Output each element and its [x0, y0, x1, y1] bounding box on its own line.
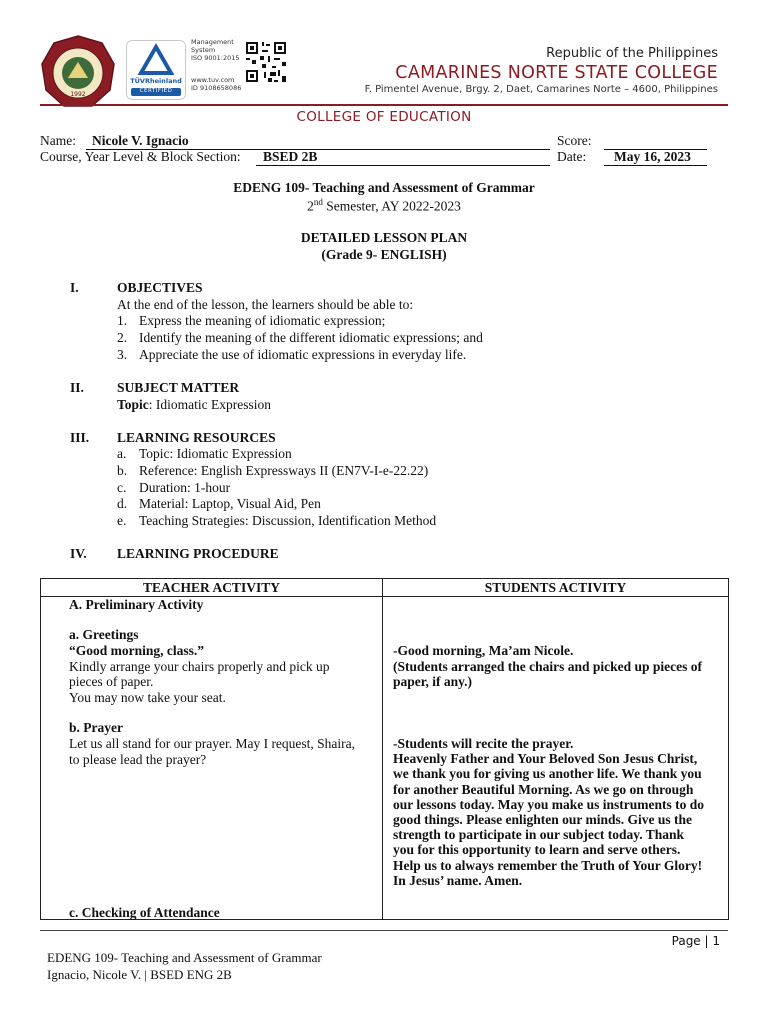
prayer-text-line: we thank you for giving us another life. We thank you [393, 766, 702, 782]
prayer-text-line: good things. Please enlighten our minds. Give us the [393, 812, 693, 828]
table-header-row [41, 579, 729, 597]
plan-subtitle: (Grade 9- ENGLISH) [321, 247, 447, 262]
college-name: CAMARINES NORTE STATE COLLEGE [395, 63, 718, 83]
resources-title: LEARNING RESOURCES [117, 430, 276, 445]
attendance-heading: c. Checking of Attendance [69, 905, 220, 920]
prayer-line: to please lead the prayer? [69, 752, 207, 767]
footer-author: Ignacio, Nicole V. | BSED ENG 2B [47, 967, 232, 982]
prayer-heading: b. Prayer [69, 720, 123, 735]
procedure-title: LEARNING PROCEDURE [117, 546, 279, 561]
prayer-text-line: for another Beautiful Morning. As we go on through [393, 781, 694, 797]
table-row [41, 597, 729, 920]
greetings-line: You may now take your seat. [69, 690, 226, 705]
objectives-list [117, 313, 483, 363]
activity-table [40, 578, 729, 920]
list-item: e. Teaching Strategies: Discussion, Identification Method [117, 513, 437, 529]
procedure-number: IV. [70, 546, 87, 561]
list-item: a. Topic: Idiomatic Expression [117, 446, 292, 461]
cert-line [191, 62, 241, 76]
prayer-text-line: Heavenly Father and Your Beloved Son Jesus Christ, [393, 751, 698, 767]
name-label: Name: [40, 133, 76, 148]
cert-line: ISO 9001:2015 [191, 54, 240, 62]
cert-line: ID 9108658086 [191, 84, 242, 92]
date-underline [604, 165, 707, 166]
greetings-line: pieces of paper. [69, 674, 154, 689]
cert-line: Management [191, 38, 234, 46]
header-divider [40, 104, 728, 106]
prayer-text-line: -Students will recite the prayer. [393, 736, 574, 751]
course-title: EDENG 109- Teaching and Assessment of Grammar [233, 180, 535, 195]
semester-line: 2nd Semester, AY 2022-2023 [307, 197, 461, 214]
subject-title: SUBJECT MATTER [117, 380, 240, 395]
cert-line: www.tuv.com [191, 76, 235, 84]
students-greet-line: (Students arranged the chairs and picked up pieces of [393, 659, 703, 674]
course-value: BSED 2B [263, 149, 318, 164]
list-item: c. Duration: 1-hour [117, 479, 231, 495]
greetings-line: Kindly arrange your chairs properly and pick up [69, 659, 330, 674]
seal-year: 1992 [70, 91, 86, 98]
teacher-activity-cell [41, 597, 383, 920]
college-seal-logo [40, 34, 116, 110]
prayer-text-line: In Jesus’ name. Amen. [393, 872, 523, 888]
objectives-intro: At the end of the lesson, the learners should be able to: [117, 297, 414, 312]
page-number: Page | 1 [671, 934, 720, 948]
date-value: May 16, 2023 [614, 149, 691, 164]
course-label: Course, Year Level & Block Section: [40, 149, 241, 164]
list-item: d. Material: Laptop, Visual Aid, Pen [117, 496, 321, 512]
students-greet-line: -Good morning, Ma’am Nicole. [393, 643, 574, 658]
students-activity-header: STUDENTS ACTIVITY [383, 579, 729, 597]
prayer-line: Let us all stand for our prayer. May I request, Shaira, [69, 736, 356, 751]
subject-number: II. [70, 380, 84, 395]
students-activity-cell [383, 597, 729, 920]
prayer-text-line: strength to participate in our subject today. Thank [393, 827, 685, 843]
teacher-activity-header: TEACHER ACTIVITY [41, 579, 383, 597]
course-underline [256, 165, 550, 166]
tuv-label: TÜVRheinland [130, 77, 182, 85]
certification-text [191, 38, 241, 92]
resources-number: III. [70, 430, 90, 445]
prayer-text-line: Help us to always remember the Truth of Your Glory! [393, 857, 703, 873]
subject-topic: Topic: Idiomatic Expression [117, 397, 272, 412]
greetings-quote: “Good morning, class.” [69, 643, 205, 658]
prayer-text-line: you for this opportunity to learn and serve others. [393, 842, 681, 858]
list-item: 2. Identify the meaning of the different idiomatic expressions; and [117, 329, 483, 345]
greetings-heading: a. Greetings [69, 627, 139, 642]
objectives-title: OBJECTIVES [117, 280, 203, 295]
tuv-certification-logo [126, 40, 186, 100]
plan-title: DETAILED LESSON PLAN [300, 230, 468, 245]
college-address: F. Pimentel Avenue, Brgy. 2, Daet, Camarines Norte – 4600, Philippines [364, 84, 718, 95]
tuv-certified: CERTIFIED [139, 88, 173, 94]
objectives-number: I. [70, 280, 79, 295]
department-name: COLLEGE OF EDUCATION [296, 109, 472, 125]
date-label: Date: [557, 149, 587, 164]
students-greet-line: paper, if any.) [393, 674, 473, 689]
cert-line: System [191, 46, 216, 54]
footer-divider [40, 930, 728, 931]
resources-list [117, 446, 436, 530]
footer-course: EDENG 109- Teaching and Assessment of Grammar [47, 950, 322, 965]
students-prayer [393, 736, 704, 888]
list-item: 3. Appreciate the use of idiomatic expressions in everyday life. [117, 346, 467, 362]
list-item: b. Reference: English Expressways II (EN7V-I-e-22.22) [117, 462, 429, 478]
list-item: 1. Express the meaning of idiomatic expression; [117, 313, 386, 328]
republic-text: Republic of the Philippines [546, 46, 718, 61]
score-label: Score: [557, 133, 592, 148]
prayer-text-line: our lessons today. May you make us instruments to do [393, 796, 705, 812]
qr-code-icon [244, 40, 288, 84]
name-value: Nicole V. Ignacio [92, 133, 189, 148]
preliminary-heading: A. Preliminary Activity [69, 597, 204, 612]
